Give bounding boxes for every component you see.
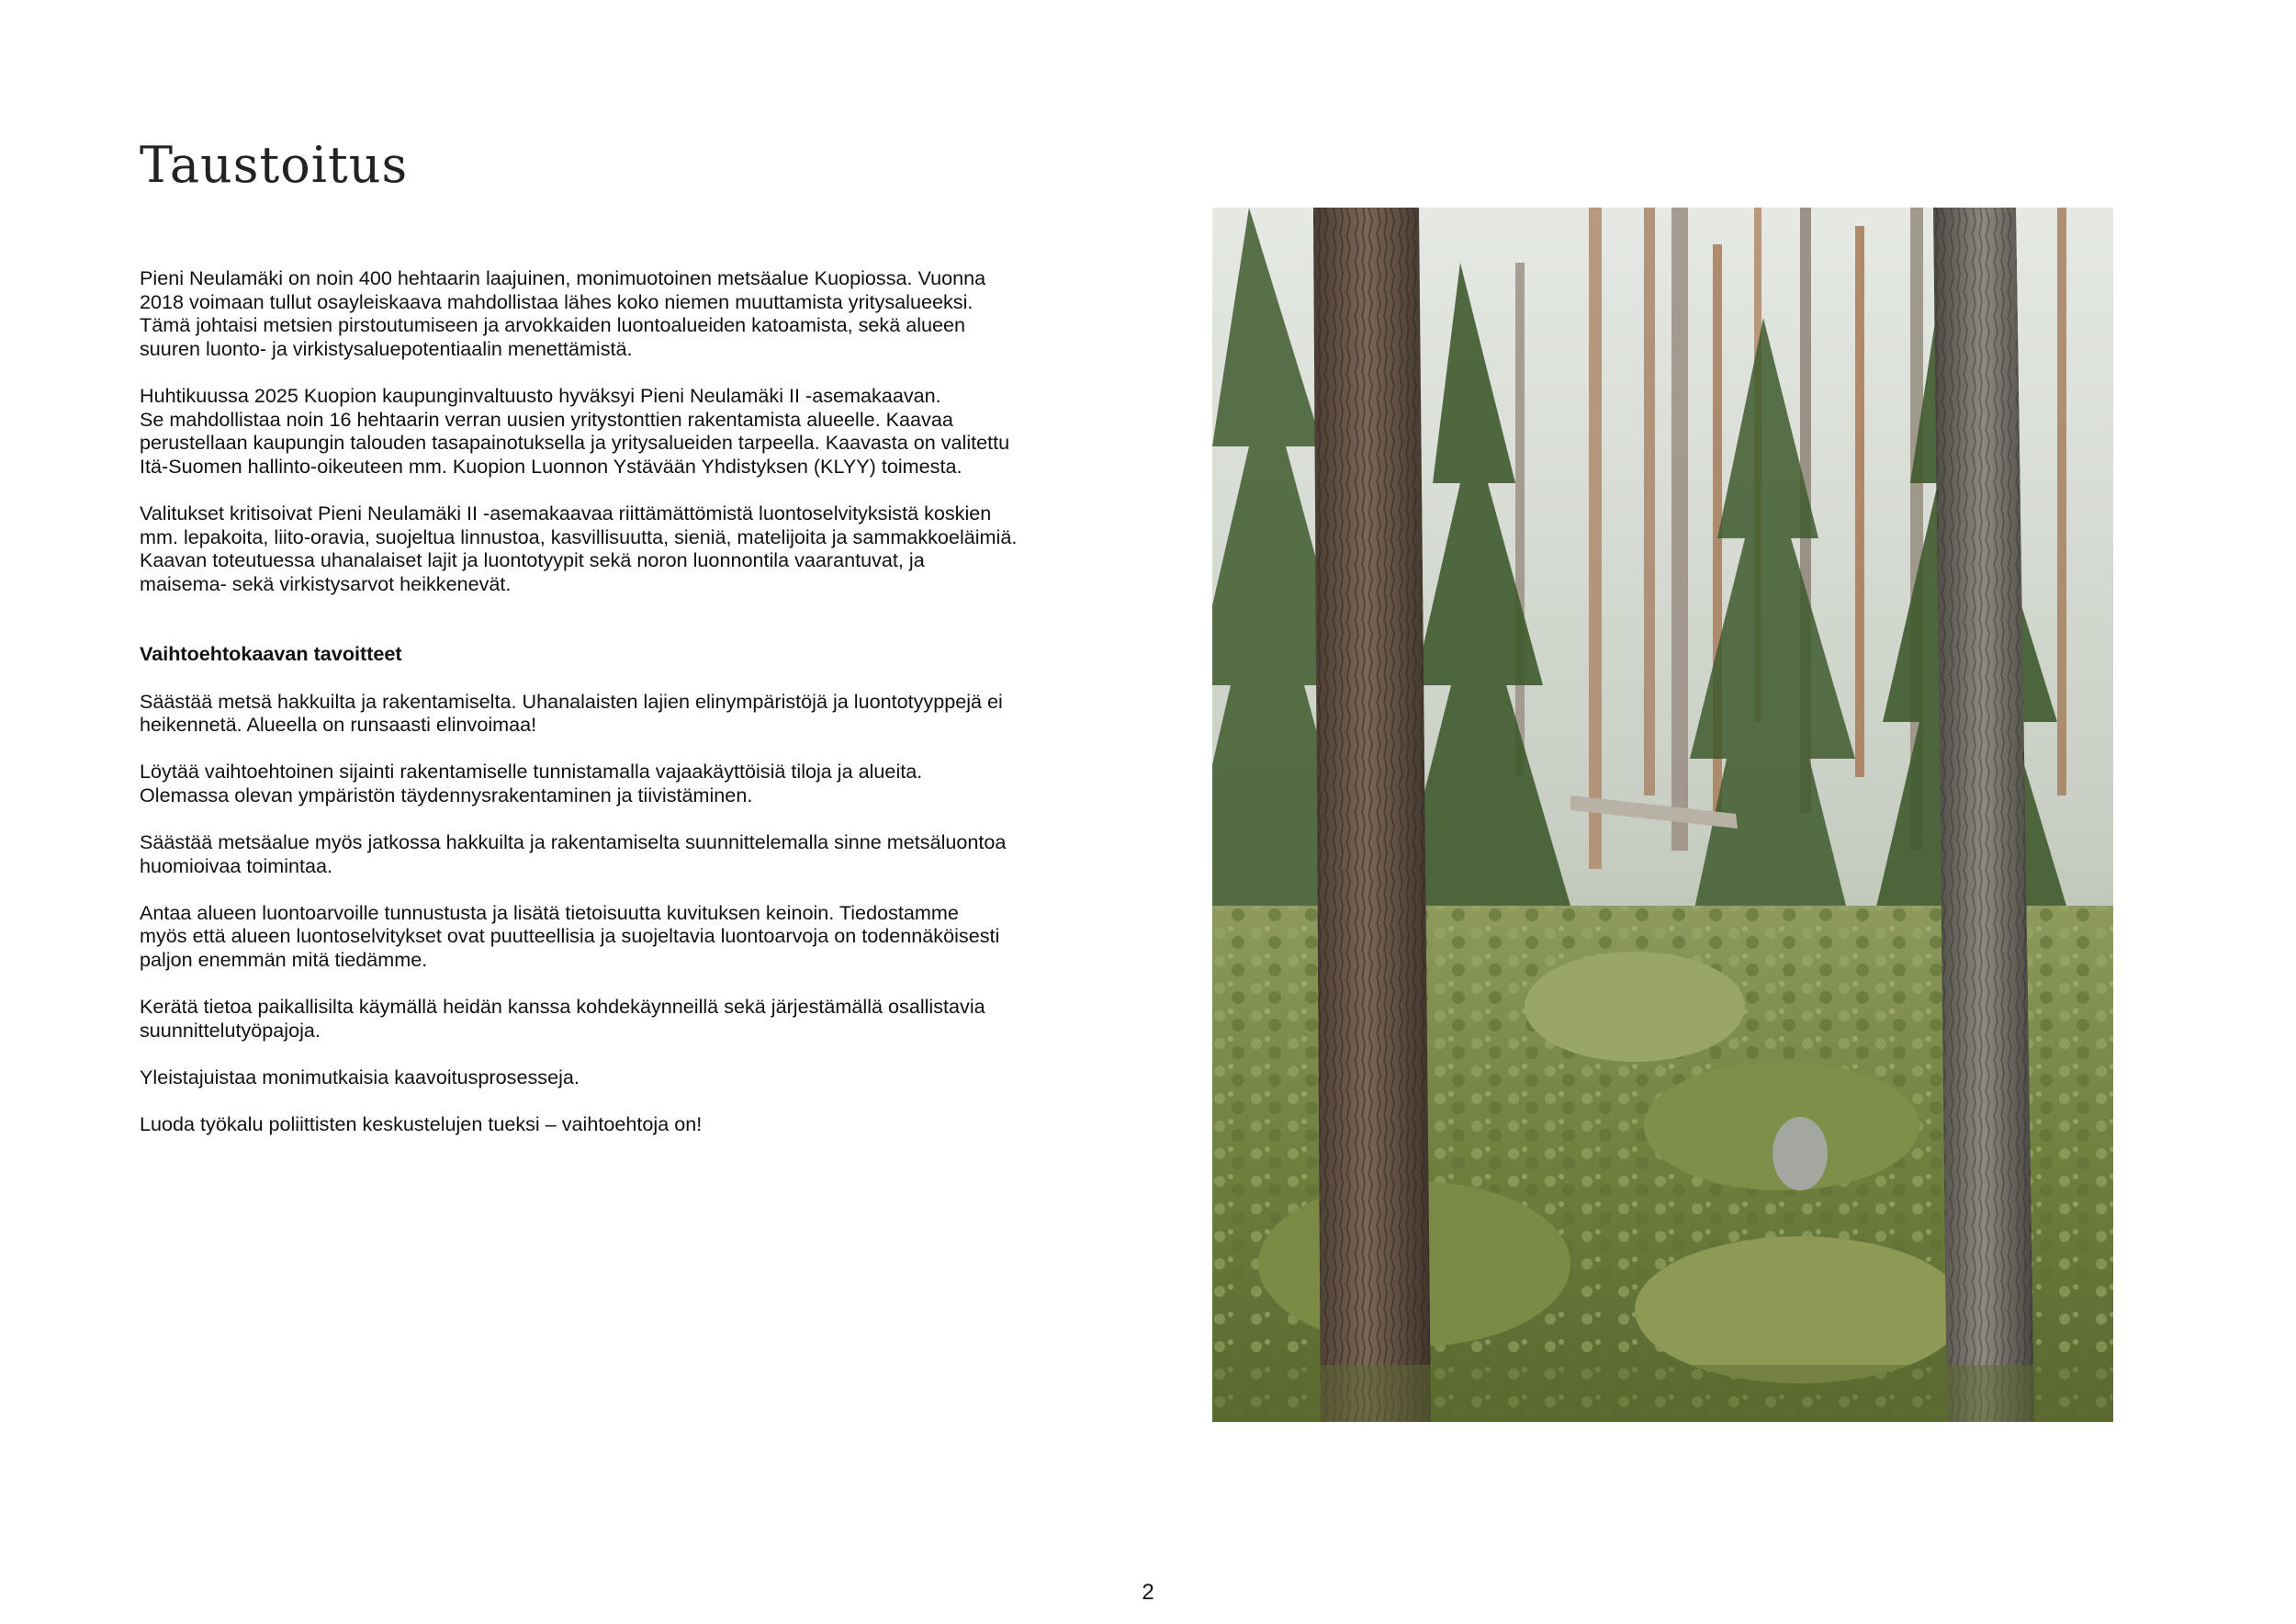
body-text [140, 266, 1044, 1159]
text-line: Valitukset kritisoivat Pieni Neulamäki II -asemakaavaa riittämättömistä luontoselvityksistä koskien [140, 501, 992, 524]
text-line: Kerätä tietoa paikallisilta käymällä heidän kanssa kohdekäynneillä sekä järjestämällä osallistavia [140, 995, 985, 1019]
goal-item [140, 1112, 1044, 1136]
text-line: Itä-Suomen hallinto-oikeuteen mm. Kuopion Luonnon Ystävään Yhdistyksen (KLYY) toimesta. [140, 454, 962, 478]
text-line: Pieni Neulamäki on noin 400 hehtaarin laajuinen, monimuotoinen metsäalue Kuopiossa. Vuonna [140, 266, 986, 289]
goal-item [140, 830, 1044, 877]
text-line: maisema- sekä virkistysarvot heikkenevät. [140, 571, 512, 595]
pine-trunk-left [1313, 208, 1431, 1422]
page-title: Taustoitus [140, 136, 409, 194]
text-line: 2018 voimaan tullut osayleiskaava mahdollistaa lähes koko niemen muuttamista yritysalueeksi. [140, 289, 974, 313]
text-line: suunnittelutyöpajoja. [140, 1018, 321, 1042]
text-line: Tämä johtaisi metsien pirstoutumiseen ja arvokkaiden luontoalueiden katoamista, sekä alueen [140, 313, 966, 337]
text-line: Huhtikuussa 2025 Kuopion kaupunginvaltuusto hyväksyi Pieni Neulamäki II -asemakaavan. [140, 383, 941, 407]
text-line: Luoda työkalu poliittisten keskustelujen tueksi – vaihtoehtoja on! [140, 1112, 703, 1136]
text-line: suuren luonto- ja virkistysaluepotentiaalin menettämistä. [140, 336, 633, 360]
text-line: Säästää metsäalue myös jatkossa hakkuilta ja rakentamiselta suunnittelemalla sinne metsäluontoa [140, 830, 1007, 854]
intro-paragraph [140, 266, 1044, 360]
forest-illustration [1212, 208, 2113, 1422]
text-line: Olemassa olevan ympäristön täydennysrakentaminen ja tiivistäminen. [140, 783, 753, 806]
foreground-shadow [1212, 1365, 2113, 1422]
intro-paragraph [140, 384, 1044, 478]
text-line: Säästää metsä hakkuilta ja rakentamiselta. Uhanalaisten lajien elinympäristöjä ja luontotyyppejä ei [140, 689, 1003, 713]
text-line: Se mahdollistaa noin 16 hehtaarin verran uusien yritystonttien rakentamista alueelle. Kaavaa [140, 407, 953, 431]
text-line: perustellaan kaupungin talouden tasapainotuksella ja yritysalueiden tarpeella. Kaavasta on valitettu [140, 431, 1010, 455]
text-line: Kaavan toteutuessa uhanalaiset lajit ja luontotyypit sekä noron luonnontila vaarantuvat, ja [140, 548, 925, 572]
goals-heading: Vaihtoehtokaavan tavoitteet [140, 642, 402, 666]
goal-item [140, 690, 1044, 737]
text-line: Yleistajuistaa monimutkaisia kaavoitusprosesseja. [140, 1066, 580, 1088]
intro-paragraph [140, 502, 1044, 595]
text-line: Löytää vaihtoehtoinen sijainti rakentamiselle tunnistamalla vajaakäyttöisiä tiloja ja alueita. [140, 760, 923, 784]
text-line: Antaa alueen luontoarvoille tunnustusta ja lisätä tietoisuutta kuvituksen keinoin. Tiedostamme [140, 900, 959, 924]
text-line: paljon enemmän mitä tiedämme. [140, 948, 428, 972]
goal-item [140, 995, 1044, 1042]
text-line: mm. lepakoita, liito-oravia, suojeltua linnustoa, kasvillisuutta, sieniä, matelijoita ja sammakkoeläimiä. [140, 524, 1018, 548]
page-number: 2 [1142, 1580, 1154, 1605]
forest-photo [1212, 208, 2113, 1422]
text-line: myös että alueen luontoselvitykset ovat puutteellisia ja suojeltavia luontoarvoja on todennäköisesti [140, 924, 1000, 948]
goal-item [140, 760, 1044, 806]
text-line: heikennetä. Alueella on runsaasti elinvoimaa! [140, 713, 537, 737]
text-line: huomioivaa toimintaa. [140, 853, 333, 877]
goal-item [140, 1066, 1044, 1089]
goal-item [140, 901, 1044, 972]
